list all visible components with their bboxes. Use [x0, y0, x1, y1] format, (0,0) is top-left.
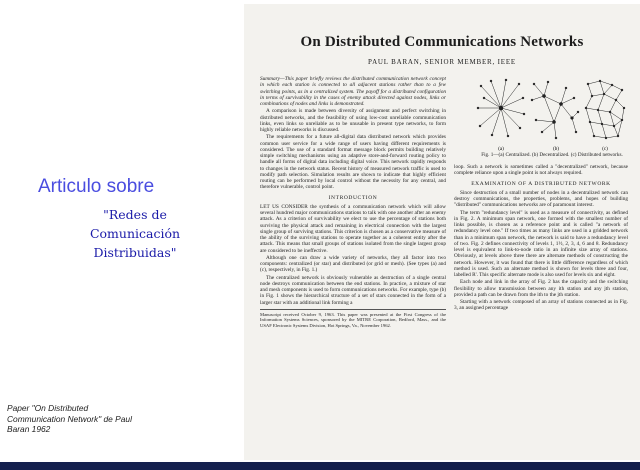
right-paragraph: Starting with a network composed of an array of stations connected as in Fig. 3, an assigned percentage [454, 299, 628, 312]
paper-right-column [454, 164, 628, 313]
subtitle-line: Distribuidas" [93, 245, 177, 260]
decentralized-network-diagram [531, 81, 579, 139]
figure-label-a: (a) [498, 147, 504, 152]
figure-label-b: (b) [553, 147, 559, 152]
paper-title: On Distributed Communications Networks [300, 34, 584, 50]
intro-paragraph: The centralized network is obviously vulnerable as destruction of a single central node destroys communication between the end stations. In practice, a mixture of star and mesh components is used to form communications networks. For example, type (b) in Fig. 1 shows the hierarchical structure of a set of stars connected in the form of a larger star with an additional link forming a [260, 274, 446, 306]
centralized-network-diagram [477, 79, 525, 137]
figure-caption: Fig. 1—(a) Centralized. (b) Decentralized. (c) Distributed networks. [481, 152, 623, 158]
summary-paragraph: Summary—This paper briefly reviews the distributed communication network concept in which each station is connected to all adjacent stations rather than to a few switching points, as in a centralized system. The payoff for a distributed configuration in terms of survivability in the cases of enemy attack directed against nodes, links or combinations of nodes and links is demonstrated. [260, 76, 446, 107]
paper-left-column [260, 76, 446, 328]
slide-left-panel [0, 0, 240, 462]
footnote: Manuscript received October 9, 1963. This paper was presented at the First Congress of the Information Systems Sciences, sponsored by the MITRE Corporation, Bedford, Mass., and the USAF Electronic Systems Division, Hot Springs, Va., November 1962. [260, 309, 446, 328]
intro-paragraph: Although one can draw a wide variety of networks, they all factor into two components: centralized (or star) and distributed (or grid or mesh). (See types (a) and (c), respectively, in Fig. 1.) [260, 254, 446, 274]
slide-caption [7, 403, 182, 435]
right-section-heading: EXAMINATION OF A DISTRIBUTED NETWORK [471, 180, 611, 187]
caption-line: Communication Network" de Paul [7, 413, 132, 424]
figure-label-c: (c) [602, 147, 608, 152]
intro-paragraph: LET US CONSIDER the synthesis of a communication network which will allow several hundred major communications stations to talk with one another after an enemy attack. As a criterion of survivability we elect to use the percentage of stations both surviving the physical attack and remaining in electrical connection with the largest single group of surviving stations. This criterion is chosen as a conservative measure of the ability of the surviving stations to operate together as a coherent entity after the attack. This means that small groups of stations isolated from the single largest group are considered to be ineffective. [260, 203, 446, 254]
right-paragraph: loop. Such a network is sometimes called a "decentralized" network, because complete reliance upon a single point is not always required. [454, 164, 628, 177]
intro-heading: INTRODUCTION [328, 194, 378, 201]
summary-paragraph: The requirements for a future all-digital data distributed network which provides common user service for a wide range of users having different requirements is considered. The use of a standard format message block permits building relatively simple switching mechanisms using an adaptive store-and-forward routing policy to handle all forms of digital data including digital voice. This network rapidly responds to changes in the network status. Recent history of measured network traffic is used to modify path selection. Simulation results are shown to indicate that highly efficient routing can be performed by local control without the necessity for any central, and therefore vulnerable, control point. [260, 134, 446, 191]
right-paragraph: Since destruction of a small number of nodes in a decentralized network can destroy communications, the properties, problems, and hopes of building "distributed" communications networks are of paramount interest. [454, 189, 628, 209]
caption-line: Paper "On Distributed [7, 403, 89, 413]
subtitle-line: Comunicación [89, 226, 181, 241]
network-figure [476, 76, 626, 154]
right-paragraph: Each node and link in the array of Fig. 2 has the capacity and the switching flexibility to allow transmission between any ith station and any jth station, provided a path can be drawn from the ith to the jth station. [454, 279, 628, 298]
slide-heading: Articulo sobre [38, 176, 155, 197]
distributed-network-diagram [585, 80, 625, 139]
summary-paragraph: A comparison is made between diversity of assignment and perfect switching in distributed networks, and the feasibility of using low-cost unreliable communication links, even links so unreliable as to be unusable in present type networks, to form highly reliable networks is discussed. [260, 108, 446, 133]
slide-bottom-bar [0, 462, 640, 470]
paper-author: PAUL BARAN, SENIOR MEMBER, IEEE [368, 58, 516, 66]
caption-line: Baran 1962 [7, 424, 51, 434]
slide-subtitle [70, 205, 200, 262]
paper-scan [244, 4, 640, 460]
subtitle-line: "Redes de [103, 207, 167, 222]
right-paragraph: The term "redundancy level" is used as a measure of connectivity, as defined in Fig. 2. A minimum span network, one formed with the smallest number of links possible, is chosen as a reference point and is called "a network of redundancy level one." If two times as many links are used in a gridded network than in a minimum span network, the network is said to have a redundancy level of two. Fig. 2 defines connectivity of levels 1, 1½, 2, 3, 4, 6 and 8. Redundancy level is equivalent to link-to-node ratio in an infinite size array of stations. Obviously, at levels above three there are alternate methods of constructing the network. However, it was found that there is little difference regardless of which method is used. Such an alternate method is shown for levels three and four, labelled R'. This specific alternate mode is also used for levels six and eight. [454, 209, 628, 278]
